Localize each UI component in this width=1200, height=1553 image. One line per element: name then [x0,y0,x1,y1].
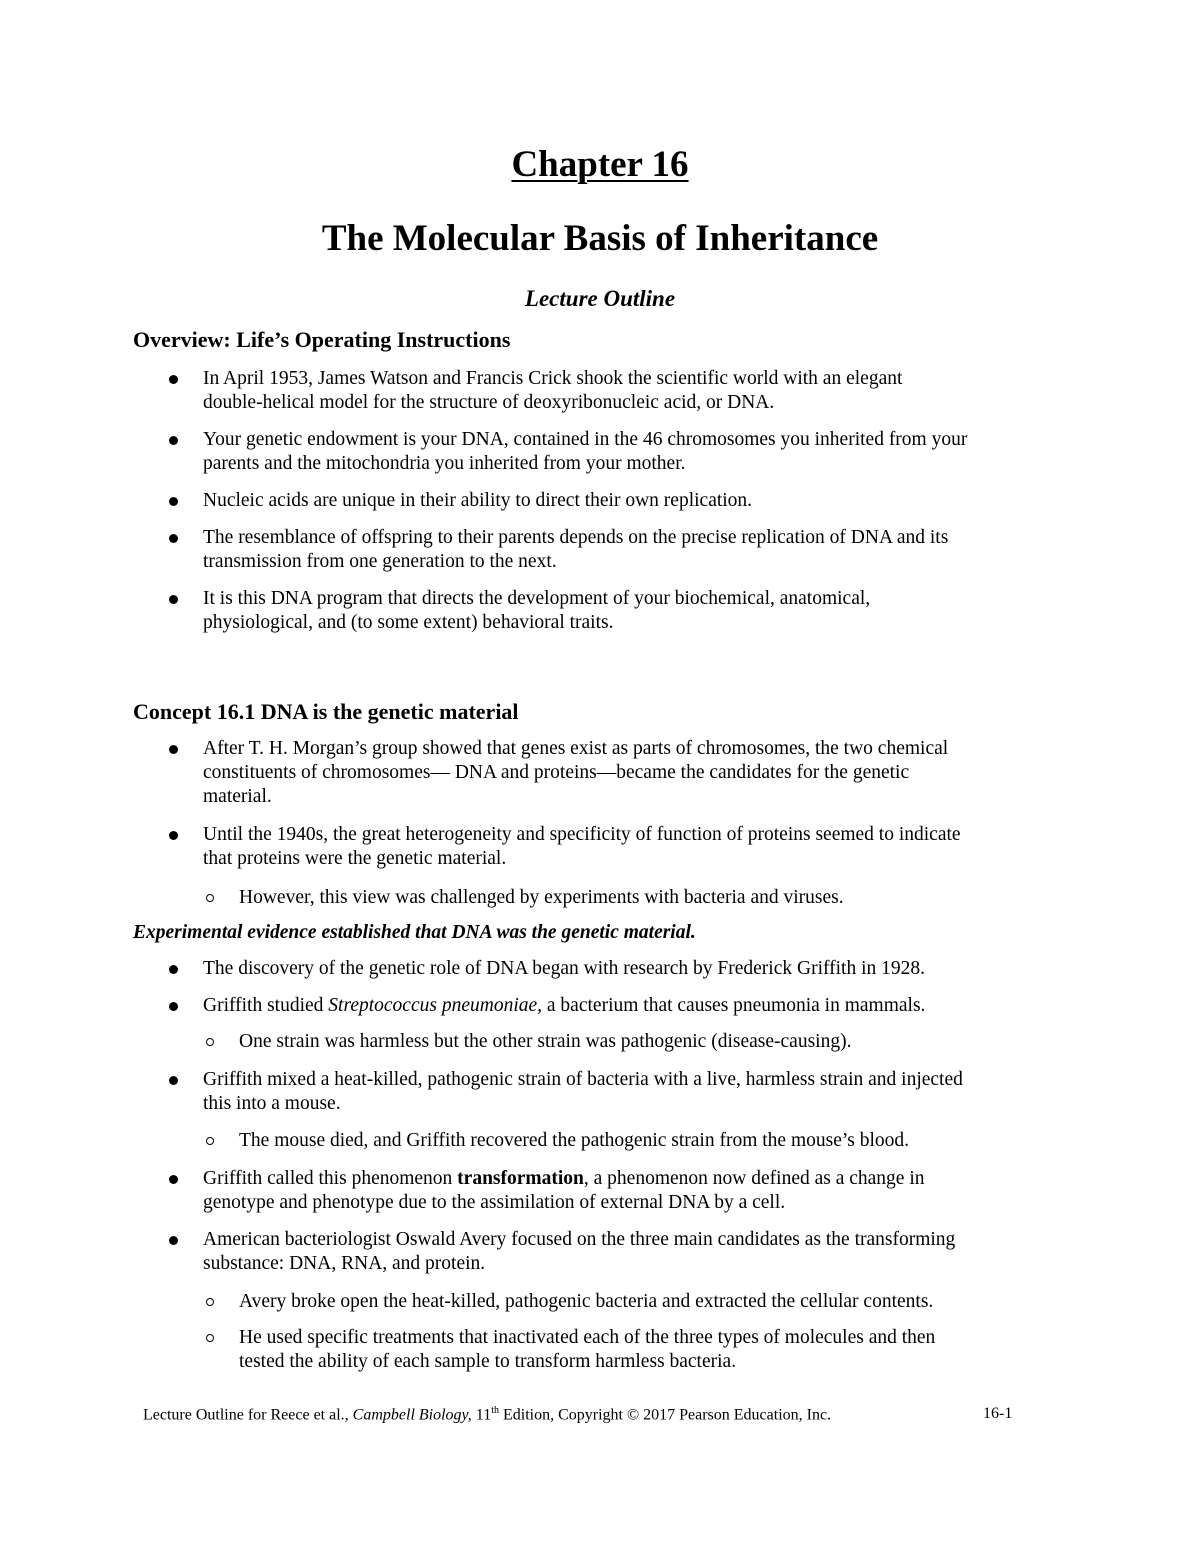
bullet-icon [169,1076,178,1085]
list-item: The resemblance of offspring to their parents depends on the precise replication of DNA and its transmission from one generation to the next. [203,527,949,572]
chapter-subtitle: The Molecular Basis of Inheritance [321,218,879,259]
overview-heading: Overview: Life’s Operating Instructions [133,327,511,352]
circle-bullet-icon [206,894,214,902]
list-item: Griffith called this phenomenon transformation, a phenomenon now defined as a change in genotype and phenotype due to the assimilation of external DNA by a cell. [203,1168,925,1213]
circle-bullet-icon [206,1038,214,1046]
list-item: Nucleic acids are unique in their ability to direct their own replication. [203,490,753,511]
list-item: However, this view was challenged by experiments with bacteria and viruses. [239,887,844,908]
circle-bullet-icon [206,1334,214,1342]
bullet-icon [169,436,178,445]
bullet-icon [169,595,178,604]
list-item: Your genetic endowment is your DNA, contained in the 46 chromosomes you inherited from your parents and the mitochondria you inherited from your mother. [203,429,968,474]
list-item: Until the 1940s, the great heterogeneity and specificity of function of proteins seemed to indicate that proteins were the genetic material. [203,824,961,869]
list-item: Griffith mixed a heat-killed, pathogenic strain of bacteria with a live, harmless strain and injected this into a mouse. [203,1069,963,1114]
bullet-icon [169,965,178,974]
list-item: One strain was harmless but the other strain was pathogenic (disease-causing). [239,1031,852,1052]
list-item: After T. H. Morgan’s group showed that genes exist as parts of chromosomes, the two chemical constituents of chromosomes— DNA and proteins—became the candidates for the genetic material. [203,738,949,807]
list-item: American bacteriologist Oswald Avery focused on the three main candidates as the transforming substance: DNA, RNA, and protein. [203,1229,956,1274]
chapter-title: Chapter 16 [511,144,689,185]
list-item: Avery broke open the heat-killed, pathogenic bacteria and extracted the cellular contents. [239,1291,934,1312]
list-item: The mouse died, and Griffith recovered the pathogenic strain from the mouse’s blood. [239,1130,910,1151]
lecture-outline-label: Lecture Outline [524,286,676,311]
bullet-icon [169,375,178,384]
concept-heading: Concept 16.1 DNA is the genetic material [133,699,519,724]
page-footer: Lecture Outline for Reece et al., Campbell Biology, 11th Edition, Copyright © 2017 Pearson Education, Inc. [143,1405,832,1424]
circle-bullet-icon [206,1298,214,1306]
bullet-icon [169,497,178,506]
bullet-icon [169,831,178,840]
page-number: 16-1 [983,1405,1013,1422]
list-item: It is this DNA program that directs the development of your biochemical, anatomical, physiological, and (to some extent) behavioral traits. [203,588,871,633]
bullet-icon [169,1175,178,1184]
bullet-icon [169,534,178,543]
evidence-heading: Experimental evidence established that DNA was the genetic material. [133,922,696,943]
list-item: The discovery of the genetic role of DNA began with research by Frederick Griffith in 1928. [203,958,925,979]
bullet-icon [169,1002,178,1011]
bullet-icon [169,745,178,754]
bullet-icon [169,1236,178,1245]
list-item: In April 1953, James Watson and Francis Crick shook the scientific world with an elegant double-helical model for the structure of deoxyribonucleic acid, or DNA. [203,368,903,413]
circle-bullet-icon [206,1137,214,1145]
list-item: He used specific treatments that inactivated each of the three types of molecules and then tested the ability of each sample to transform harmless bacteria. [239,1327,936,1372]
list-item: Griffith studied Streptococcus pneumoniae, a bacterium that causes pneumonia in mammals. [203,995,926,1016]
